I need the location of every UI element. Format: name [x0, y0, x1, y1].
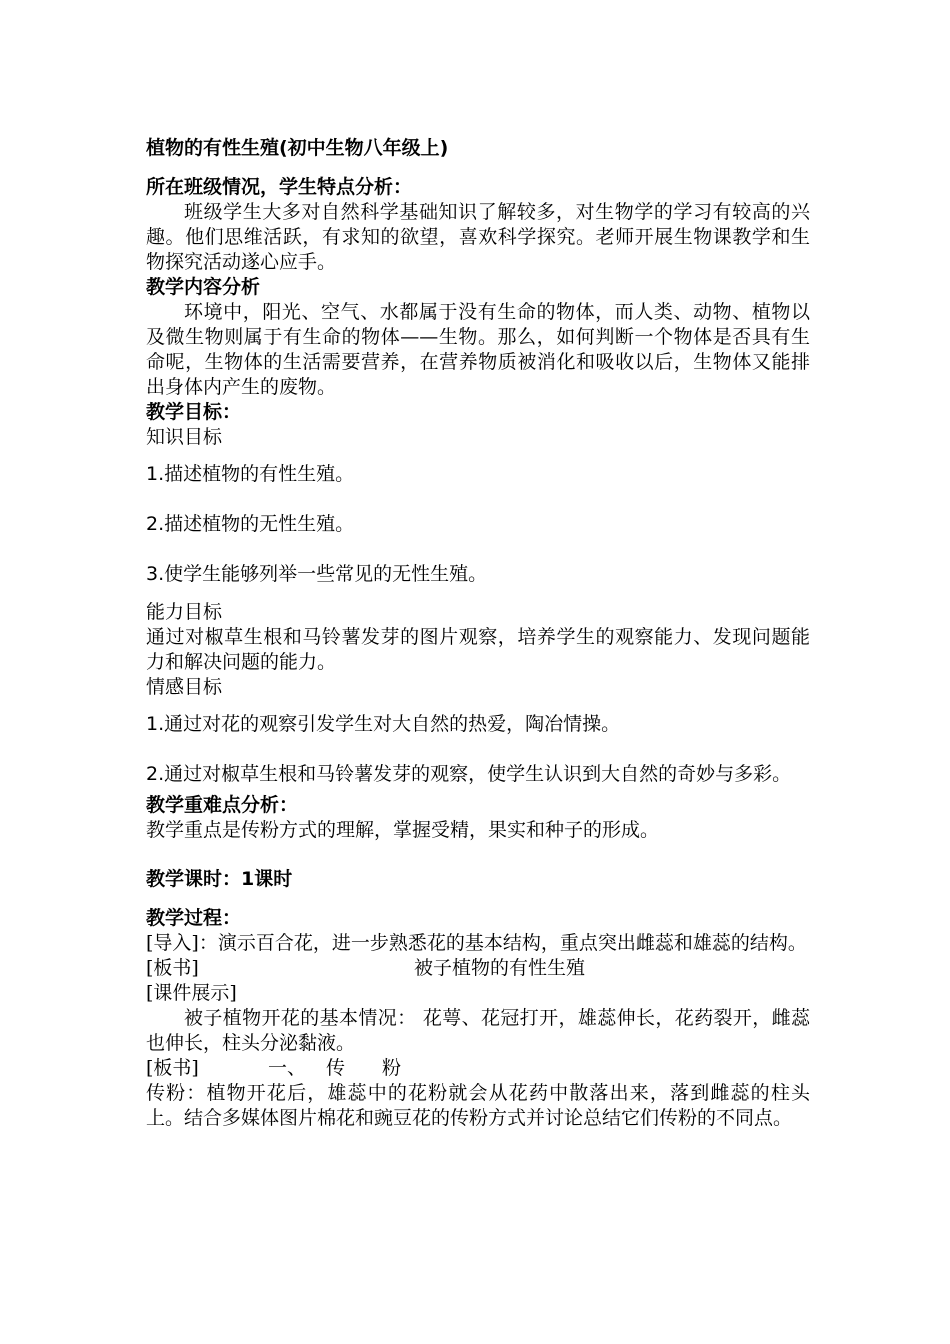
- board-section-char: 粉: [382, 1057, 402, 1079]
- class-situation-heading: 所在班级情况，学生特点分析：: [146, 176, 413, 198]
- list-text: 使学生能够列举一些常见的无性生殖。: [164, 563, 488, 585]
- courseware-label: [课件展示]: [146, 982, 237, 1004]
- goals-heading: 教学目标：: [146, 401, 242, 423]
- process-heading: 教学过程：: [146, 907, 242, 929]
- list-number: 2.: [146, 513, 165, 535]
- ability-goals-body: 通过对椒草生根和马铃薯发芽的图片观察，培养学生的观察能力、发现问题能力和解决问题的能力。: [146, 626, 810, 673]
- emotion-goal-item: [146, 712, 810, 737]
- content-analysis-body: 环境中，阳光、空气、水都属于没有生命的物体，而人类、动物、植物以及微生物则属于有生命的物体——生物。那么，如何判断一个物体是否具有生命呢，生物体的生活需要营养，在营养物质被消化和吸收以后，生物体又能排出身体内产生的废物。: [146, 301, 810, 398]
- knowledge-goal-item: [146, 512, 810, 537]
- knowledge-goal-item: [146, 462, 810, 487]
- board-label: [板书]: [146, 957, 199, 979]
- knowledge-goal-item: [146, 562, 810, 587]
- intro-text: [导入]：演示百合花，进一步熟悉花的基本结构，重点突出雌蕊和雄蕊的结构。: [146, 932, 807, 954]
- list-text: 描述植物的无性生殖。: [164, 513, 355, 535]
- list-number: 1.: [146, 463, 165, 485]
- key-points-body: 教学重点是传粉方式的理解，掌握受精，果实和种子的形成。: [146, 819, 660, 841]
- courseware-body: 被子植物开花的基本情况： 花萼、花冠打开，雄蕊伸长，花药裂开，雌蕊也伸长，柱头分泌黏液。: [146, 1007, 810, 1054]
- list-number: 1.: [146, 713, 165, 735]
- knowledge-goals-label: 知识目标: [146, 426, 223, 448]
- board-section-number: 一、: [268, 1057, 307, 1079]
- teaching-hours-number: 1: [241, 868, 255, 890]
- list-text: 通过对花的观察引发学生对大自然的热爱，陶冶情操。: [164, 713, 621, 735]
- board-title: 被子植物的有性生殖: [414, 957, 586, 979]
- key-points-heading: 教学重难点分析：: [146, 794, 299, 816]
- list-number: 3.: [146, 563, 165, 585]
- list-text: 描述植物的有性生殖。: [164, 463, 355, 485]
- emotion-goal-item: [146, 756, 810, 793]
- list-number: 2.: [146, 763, 165, 785]
- document-page: [146, 132, 810, 1131]
- ability-goals-label: 能力目标: [146, 601, 223, 623]
- content-analysis-heading: 教学内容分析: [146, 276, 261, 298]
- emotion-goals-label: 情感目标: [146, 676, 223, 698]
- pollination-body: 传粉：植物开花后，雄蕊中的花粉就会从花药中散落出来，落到雌蕊的柱头上。结合多媒体图片棉花和豌豆花的传粉方式并讨论总结它们传粉的不同点。: [146, 1082, 810, 1129]
- teaching-hours-suffix: 课时: [254, 868, 293, 890]
- board-label: [板书]: [146, 1057, 199, 1079]
- teaching-hours-heading: [146, 867, 810, 892]
- class-situation-body: 班级学生大多对自然科学基础知识了解较多，对生物学的学习有较高的兴趣。他们思维活跃，有求知的欲望，喜欢科学探究。老师开展生物课教学和生物探究活动遂心应手。: [146, 201, 810, 273]
- teaching-hours-prefix: 教学课时：: [146, 868, 242, 890]
- list-text: 通过对椒草生根和马铃薯发芽的观察，使学生认识到大自然的奇妙与多彩。: [164, 763, 792, 785]
- board-line-1: [146, 956, 810, 981]
- board-line-2: [146, 1056, 810, 1081]
- board-section-char: 传: [326, 1057, 346, 1079]
- document-title: 植物的有性生殖(初中生物八年级上): [146, 137, 449, 159]
